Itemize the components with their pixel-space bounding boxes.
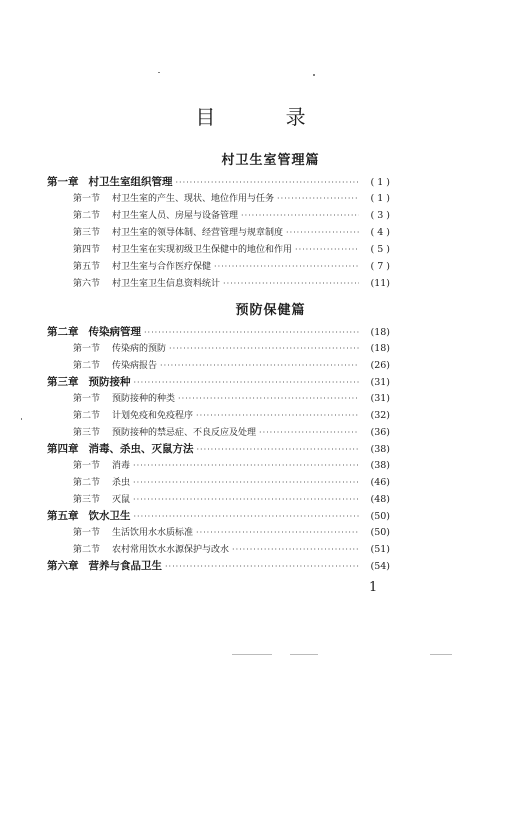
- scan-speck: [158, 72, 160, 73]
- section-title: 村卫生室卫生信息资料统计: [112, 279, 221, 289]
- page-ref: (36): [370, 427, 390, 438]
- section-title: 传染病的预防: [112, 344, 167, 354]
- toc-chapter[interactable]: [47, 558, 390, 574]
- section-number: 第六节: [73, 279, 101, 289]
- page-ref: (54): [370, 561, 390, 572]
- section-title: 消毒: [112, 461, 131, 471]
- scan-speck: [313, 74, 315, 76]
- page-ref: ( 3 ): [370, 210, 390, 221]
- scan-speck: [21, 418, 22, 420]
- dot-leader: [223, 276, 359, 292]
- section-title: 村卫生室人员、房屋与设备管理: [112, 211, 239, 221]
- dot-leader: [133, 458, 359, 474]
- section-number: 第二节: [73, 545, 101, 555]
- toc-section[interactable]: [73, 492, 390, 508]
- dot-leader: [196, 525, 359, 541]
- toc-chapter[interactable]: [47, 174, 390, 190]
- dot-leader: [259, 425, 359, 441]
- section-number: 第一节: [73, 344, 101, 354]
- toc-section[interactable]: [73, 358, 390, 374]
- section-title: 灭鼠: [112, 495, 131, 505]
- toc-section[interactable]: [73, 208, 390, 224]
- page-ref: (31): [370, 393, 390, 404]
- chapter-number: 第二章: [47, 326, 79, 338]
- page-ref: (38): [370, 460, 390, 471]
- dot-leader: [178, 391, 359, 407]
- chapter-number: 第四章: [47, 443, 79, 455]
- toc-section[interactable]: [73, 475, 390, 491]
- toc-section[interactable]: [73, 242, 390, 258]
- page-ref: (48): [370, 494, 390, 505]
- section-title: 村卫生室的产生、现状、地位作用与任务: [112, 194, 275, 204]
- section-number: 第三节: [73, 228, 101, 238]
- section-number: 第四节: [73, 245, 101, 255]
- dot-leader: [133, 492, 359, 508]
- section-number: 第五节: [73, 262, 101, 272]
- section-title: 生活饮用水水质标准: [112, 528, 194, 538]
- section-number: 第二节: [73, 478, 101, 488]
- page-ref: (38): [370, 444, 390, 455]
- toc-chapter[interactable]: [47, 508, 390, 524]
- section-title: 农村常用饮水水源保护与改水: [112, 545, 230, 555]
- page-ref: (18): [370, 327, 390, 338]
- scan-line: [232, 654, 272, 655]
- toc-section[interactable]: [73, 458, 390, 474]
- toc-chapter[interactable]: [47, 441, 390, 457]
- part-title-prevention: 预防保健篇: [235, 303, 306, 318]
- section-title: 预防接种的种类: [112, 394, 176, 404]
- dot-leader: [232, 542, 359, 558]
- page-ref: (11): [370, 278, 390, 289]
- section-title: 传染病报告: [112, 361, 158, 371]
- toc-section[interactable]: [73, 259, 390, 275]
- dot-leader: [295, 242, 359, 258]
- dot-leader: [133, 475, 359, 491]
- chapter-number: 第五章: [47, 510, 79, 522]
- page-ref: ( 5 ): [370, 244, 390, 255]
- toc-section[interactable]: [73, 225, 390, 241]
- section-number: 第二节: [73, 361, 101, 371]
- section-number: 第三节: [73, 495, 101, 505]
- dot-leader: [214, 259, 359, 275]
- section-title: 村卫生室在实现初级卫生保健中的地位和作用: [112, 245, 293, 255]
- page-ref: ( 4 ): [370, 227, 390, 238]
- section-number: 第一节: [73, 394, 101, 404]
- section-title: 预防接种的禁忌症、不良反应及处理: [112, 428, 257, 438]
- chapter-number: 第一章: [47, 176, 79, 188]
- chapter-title: 营养与食品卫生: [88, 560, 162, 572]
- dot-leader: [144, 325, 359, 341]
- chapter-title: 村卫生室组织管理: [88, 176, 173, 188]
- chapter-title: 预防接种: [88, 376, 131, 388]
- page-ref: ( 7 ): [370, 261, 390, 272]
- dot-leader: [134, 509, 360, 525]
- page-title: 目 录: [195, 105, 338, 129]
- page-ref: (18): [370, 343, 390, 354]
- page-ref: ( 1 ): [370, 193, 390, 204]
- page-ref: (31): [370, 377, 390, 388]
- dot-leader: [134, 375, 360, 391]
- page-ref: (26): [370, 360, 390, 371]
- toc-section[interactable]: [73, 542, 390, 558]
- toc-section[interactable]: [73, 391, 390, 407]
- section-number: 第一节: [73, 528, 101, 538]
- chapter-number: 第六章: [47, 560, 79, 572]
- dot-leader: [176, 175, 360, 191]
- page-ref: ( 1 ): [370, 177, 390, 188]
- toc-chapter[interactable]: [47, 374, 390, 390]
- page-number: 1: [369, 580, 378, 595]
- section-title: 村卫生室与合作医疗保健: [112, 262, 212, 272]
- dot-leader: [286, 225, 359, 241]
- dot-leader: [241, 208, 359, 224]
- page-ref: (46): [370, 477, 390, 488]
- section-number: 第二节: [73, 211, 101, 221]
- section-number: 第二节: [73, 411, 101, 421]
- section-title: 计划免疫和免疫程序: [112, 411, 194, 421]
- dot-leader: [160, 358, 359, 374]
- chapter-title: 消毒、杀虫、灭鼠方法: [88, 443, 194, 455]
- toc-section[interactable]: [73, 276, 390, 292]
- toc-section[interactable]: [73, 425, 390, 441]
- section-number: 第三节: [73, 428, 101, 438]
- toc-section[interactable]: [73, 191, 390, 207]
- chapter-title: 传染病管理: [88, 326, 141, 338]
- dot-leader: [197, 442, 360, 458]
- page-ref: (50): [370, 527, 390, 538]
- dot-leader: [277, 191, 359, 207]
- toc-chapter[interactable]: [47, 324, 390, 340]
- dot-leader: [169, 341, 359, 357]
- part-title-village-clinic: 村卫生室管理篇: [221, 153, 320, 168]
- page-ref: (51): [370, 544, 390, 555]
- page-ref: (50): [370, 511, 390, 522]
- toc-section[interactable]: [73, 408, 390, 424]
- dot-leader: [165, 559, 359, 575]
- chapter-title: 饮水卫生: [88, 510, 131, 522]
- chapter-number: 第三章: [47, 376, 79, 388]
- scan-line: [430, 654, 452, 655]
- section-title: 村卫生室的领导体制、经营管理与规章制度: [112, 228, 284, 238]
- section-number: 第一节: [73, 194, 101, 204]
- toc-section[interactable]: [73, 525, 390, 541]
- page-ref: (32): [370, 410, 390, 421]
- toc-section[interactable]: [73, 341, 390, 357]
- dot-leader: [196, 408, 359, 424]
- scan-line: [290, 654, 318, 655]
- section-number: 第一节: [73, 461, 101, 471]
- section-title: 杀虫: [112, 478, 131, 488]
